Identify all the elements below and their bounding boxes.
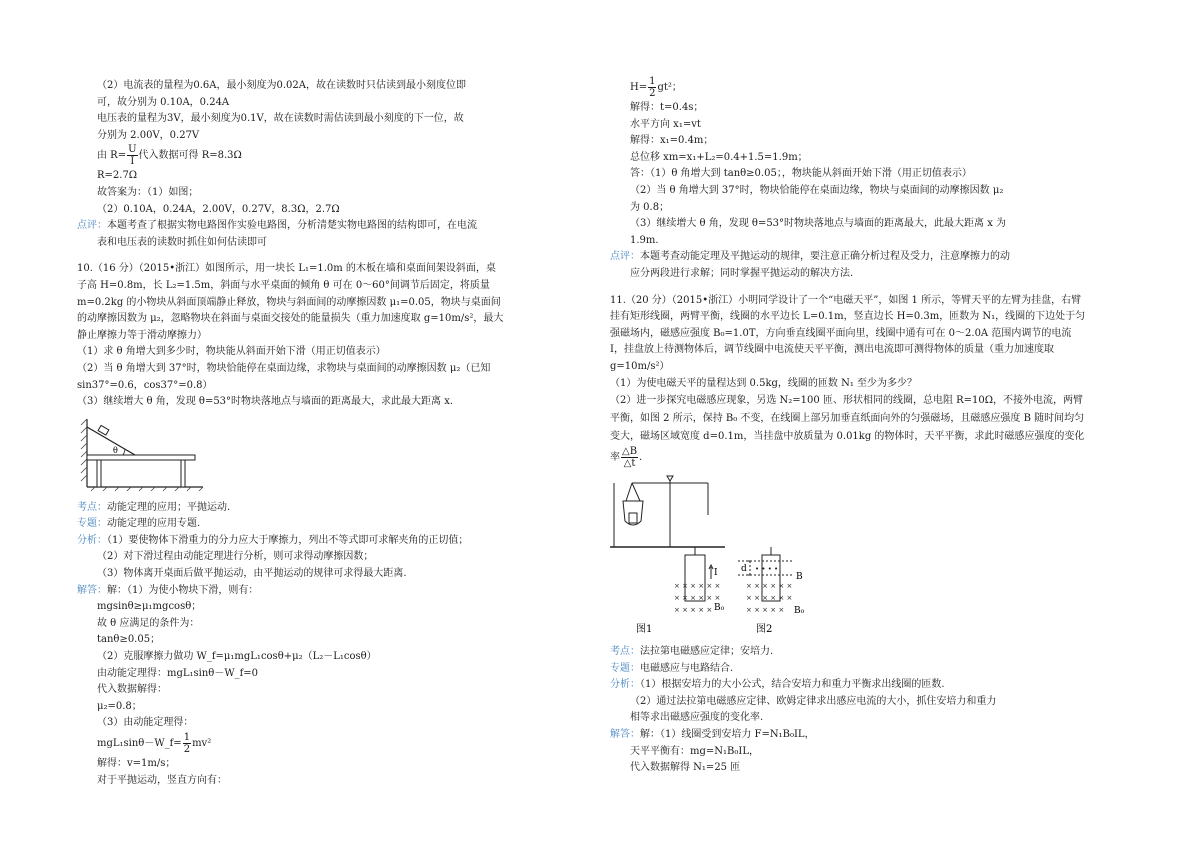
text-line: 分别为 2.00V，0.27V [97,129,200,141]
text-fragment: 由 R= [97,150,127,162]
text-line: 解得：x₁=0.4m； [630,135,714,147]
comment-row [77,218,517,235]
text-line: 为 0.8； [630,201,670,213]
sub-question: （1）求 θ 角增大到多少时，物块能从斜面开始下滑（用正切值表示） [77,346,386,358]
text-line: 解得：t=0.4s； [630,102,704,113]
kaodian-text: 动能定理的应用；平抛运动. [107,501,231,513]
text-line: （2）电流表的量程为0.6A，最小刻度为0.02A，故在读数时只估读到最小刻度位即 [97,80,466,91]
formula-line [77,732,517,756]
fraction-denominator: 2 [649,88,656,99]
fraction-one-half [183,732,191,755]
left-column [77,78,517,789]
zhuanti-row [610,661,1090,678]
figure-1-caption: 图1 [636,624,653,636]
fenxi-text: （1）要使物体下滑重力的分力应大于摩擦力，列出不等式即可求解夹角的正切值； [107,534,469,546]
svg-text:× × × × × ×: × × × × × × [674,582,721,591]
b0-label-fig1: B₀ [714,603,725,614]
text-line: 应分两段进行求解；同时掌握平抛运动的解决方法. [630,267,854,279]
comment-text: 本题考查了根据实物电路图作实验电路图，分析清楚实物电路图的结构即可，在电流 [107,220,477,232]
fraction-denominator: △t [623,458,636,470]
b-label: B [796,572,803,583]
fraction-db-dt [621,446,638,469]
text-line: 水平方向 x₁=vt [630,118,701,130]
text-line: 可，故分别为 0.10A，0.24A [97,96,230,108]
text-line: （3）继续增大 θ 角，发现 θ=53°时物块落地点与墙面的距离最大，此最大距离 x 为 [630,218,1007,230]
question-stem: 11.（20 分）（2015•浙江）小明同学设计了一个“电磁天平”，如图 1 所示，等臂天平的左臂为挂盘，右臂挂有矩形线圈，两臂平衡，线圈的水平边长 L=0.1m，竖直边长 H=0.3m，匝数为 N₁，线圈的下边处于匀强磁场内，磁感应强度 B₀=1.0T，方向垂直线圈平面向里，线圈中通有可在 0～2.0A 范围内调节的电流 I，挂盘放上待测物体后，调节线圈中电流使天平平衡，测出电流即可测得物体的质量（重力加速度取 g=10m/s²） [610,294,1086,372]
figure-2-caption: 图2 [756,624,773,636]
text-line: 天平平衡有：mg=N₁B₀IL， [630,745,759,757]
fenxi-label: 分析： [610,679,640,691]
text-fragment: mgL₁sinθ－W_f= [97,738,182,749]
jieda-text: 解：（1）为使小物块下滑，则有： [107,584,259,596]
text-line: （3）物体离开桌面后做平抛运动，由平抛运动的规律可求得最大距离. [97,568,407,580]
text-line: 答：（1）θ 角增大到 tanθ≥0.05；，物块能从斜面开始下滑（用正切值表示） [630,168,972,180]
zhuanti-text: 动能定理的应用专题. [107,518,201,530]
kaodian-label: 考点： [77,501,107,513]
sub-question: （2）当 θ 角增大到 37°时，物块恰能停在桌面边缘，求物块与桌面间的动摩擦因数 μ₂（已知 sin37°=0.6，cos37°=0.8） [77,362,491,391]
fenxi-label: 分析： [77,534,107,546]
svg-text:× × × × ×: × × × × × [746,606,785,615]
jieda-row [610,727,1090,744]
question-11 [610,293,1090,777]
fraction-numerator: △B [622,446,638,458]
fenxi-row [610,677,1090,694]
formula-line [77,144,517,168]
text-line: 相等求出磁感应强度的变化率. [630,712,764,724]
text-line: 解得：v=1m/s； [97,758,176,769]
text-line: （2）通过法拉第电磁感应定律、欧姆定律求出感应电流的大小，抓住安培力和重力 [630,695,997,707]
zhuanti-text: 电磁感应与电路结合. [640,662,734,674]
fraction-denominator: I [130,156,135,168]
kaodian-label: 考点： [610,646,640,658]
comment-label: 点评： [77,220,107,232]
incline-diagram [77,417,207,493]
svg-text:× × × × × ×: × × × × × × [746,582,793,591]
b0-label-fig2: B₀ [794,606,805,617]
right-column [610,76,1090,777]
text-line: 代入数据解得： [97,684,167,696]
incline-table-figure [77,417,517,496]
jieda-row [77,583,517,600]
text-line: （3）由动能定理得： [97,717,194,729]
fraction-denominator: 2 [183,744,191,755]
text-line: 1.9m. [630,234,659,246]
text-fragment: H= [630,82,648,93]
kaodian-text: 法拉第电磁感应定律；安培力. [640,646,774,658]
fraction-one-half [648,76,656,99]
text-fragment: gt²； [657,82,682,93]
theta-label: θ [113,445,118,455]
text-line: 代入数据解得 N₁=25 匝 [630,762,741,774]
text-line: 由动能定理得：mgL₁sinθ－W_f=0 [97,667,259,679]
text-line: （2）克服摩擦力做功 W_f=μ₁mgL₁cosθ+μ₂（L₂－L₁cosθ） [97,651,377,663]
question-stem: 10.（16 分）（2015•浙江）如图所示，用一块长 L₁=1.0m 的木板在墙和桌面间架设斜面，桌子高 H=0.8m，长 L₂=1.5m，斜面与水平桌面的倾角 θ 可在 0～60°间调节后固定，将质量 m=0.2kg 的小物块从斜面顶端静止释放，物块与斜面间的动摩擦因数 μ₁=0.05，物块与桌面间的动摩擦因数为 μ₂，忽略物块在斜面与桌面交接处的能量损失（重力加速度取 g=10m/s²，最大静止摩擦力等于滑动摩擦力） [77,263,504,341]
comment-text: 本题考查动能定理及平抛运动的规律，要注意正确分析过程及受力，注意摩擦力的动 [640,251,1010,263]
zhuanti-label: 专题： [77,518,107,530]
fraction-numerator: U [128,144,137,156]
balance-figures [610,475,1090,640]
sub-question: （1）为使电磁天平的量程达到 0.5kg，线圈的匝数 N₁ 至少为多少？ [610,377,918,389]
kaodian-row [77,500,517,517]
question-10 [77,261,517,789]
text-line: R=2.7Ω [97,170,138,182]
sub-question: （3）继续增大 θ 角，发现 θ=53°时物块落地点与墙面的距离最大，求此最大距离 x. [77,396,454,408]
sub-question [610,392,1086,469]
svg-text:× × × × ×: × × × × × [674,606,713,615]
jieda-text: 解：（1）线圈受到安培力 F=N₁B₀IL， [640,729,815,741]
formula-line [610,76,1090,100]
svg-text:× × × × × ×: × × × × × × [674,594,721,603]
svg-text:• • • •: • • • • [755,565,779,574]
d-label: d [741,564,747,575]
text-line: tanθ≥0.05； [97,634,161,646]
fenxi-row [77,533,517,550]
text-fragment: 代入数据可得 R=8.3Ω [138,150,242,162]
text-line: 故答案为：（1）如图； [97,186,199,198]
current-label: I [714,568,718,579]
fraction-u-over-i [127,144,137,167]
text-line: （2）当 θ 角增大到 37°时，物块恰能停在桌面边缘，物块与桌面间的动摩擦因数 μ₂ [630,184,1004,196]
text-line: 总位移 xm=x₁+L₂=0.4+1.5=1.9m； [630,151,808,163]
text-line: 对于平抛运动，竖直方向有： [97,774,227,786]
text-fragment: （2）进一步探究电磁感应现象，另选 N₂=100 匝、形状相同的线圈，总电阻 R=10Ω，不接外电流，两臂平衡，如图 2 所示，保持 B₀ 不变，在线圈上部另加垂直纸面向外的匀强磁场，且磁感应强度 B 随时间均匀变大，磁场区域宽度 d=0.1m，当挂盘中放质量为 0.01kg 的物体时，天平平衡，求此时磁感应强度的变化率 [610,395,1085,464]
kaodian-row [610,644,1090,661]
text-line: 电压表的量程为3V，最小刻度为0.1V，故在读数时需估读到最小刻度的下一位，故 [97,113,464,125]
fraction-numerator: 1 [183,732,191,743]
text-line: μ₂=0.8； [97,700,142,712]
comment-row [610,249,1090,266]
q9-solution-tail [77,78,517,251]
zhuanti-row [77,516,517,533]
svg-text:× × × × × ×: × × × × × × [746,594,793,603]
electromagnetic-balance-diagram [610,475,810,637]
fraction-numerator: 1 [649,76,656,87]
fenxi-text: （1）根据安培力的大小公式，结合安培力和重力平衡求出线圈的匝数. [640,679,945,691]
comment-label: 点评： [610,251,640,263]
text-line: 故 θ 应满足的条件为： [97,617,200,629]
q10-solution-continued [610,76,1090,283]
text-line: （2）对下滑过程由动能定理进行分析，则可求得动摩擦因数； [97,551,374,563]
text-line: mgsinθ≥μ₁mgcosθ； [97,601,202,613]
jieda-label: 解答： [610,729,640,741]
text-fragment: . [639,452,643,464]
zhuanti-label: 专题： [610,662,640,674]
text-line: 表和电压表的读数时抓住如何估读即可 [97,236,267,248]
text-fragment: mv² [192,738,212,749]
jieda-label: 解答： [77,584,107,596]
text-line: （2）0.10A，0.24A，2.00V，0.27V，8.3Ω，2.7Ω [97,203,340,215]
